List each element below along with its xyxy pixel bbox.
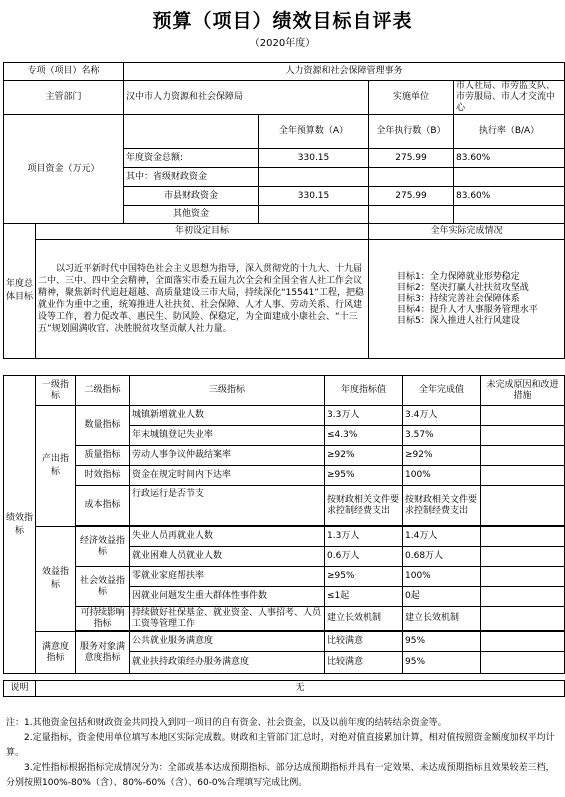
funds-row-rate: 83.60% [454, 187, 565, 206]
indicator-annual: 0.6万人 [325, 547, 403, 567]
funds-row-exec: 275.99 [369, 187, 454, 206]
indicator-name: 因就业问题发生重大群体性事件数 [130, 587, 325, 607]
indicator-reason [481, 486, 565, 526]
indicator-actual: 建立长效机制 [403, 607, 481, 631]
footnote-2: 2.定量指标，资金使用单位填写本地区实际完成数。财政和主管部门汇总时，对绝对值直接累加计算，相对值按照资金额度加权平均计算。 [6, 733, 555, 758]
indicator-annual: ≤1起 [325, 587, 403, 607]
indicators-section-label: 绩效指标 [4, 376, 36, 674]
funds-row-budget [259, 206, 369, 224]
indicator-name: 城镇新增就业人数 [130, 406, 325, 426]
form-title: 预算（项目）绩效目标自评表 [152, 10, 413, 32]
remark-table [3, 680, 565, 697]
project-info-table [3, 62, 565, 359]
indicator-name: 就业扶持政策经办服务满意度 [130, 652, 325, 674]
project-name-label: 专项（项目）名称 [4, 63, 124, 81]
header-level2: 二级指标 [76, 376, 130, 406]
footnote-3: 3.定性指标根据指标完成情况分为：全部或基本达成预期指标、部分达成预期指标并具有一定效果、未达成预期指标且效果较差三档，分别按照100%-80%（含）、80%-60%（含）、60-0%合理填写完成比例。 [6, 763, 555, 788]
indicator-name: 年末城镇登记失业率 [130, 426, 325, 446]
funds-col-exec: 全年执行数（B） [369, 115, 454, 149]
goals-actual-header: 全年实际完成情况 [369, 224, 565, 240]
indicator-annual: 建立长效机制 [325, 607, 403, 631]
indicator-reason [481, 587, 565, 607]
level2-label: 数量指标 [76, 406, 130, 446]
indicator-actual: 100% [403, 466, 481, 486]
form-subtitle: （2020年度） [249, 38, 316, 49]
indicator-annual: ≥92% [325, 446, 403, 466]
footnote-1: 注：1.其他资金包括和财政资金共同投入到同一项目的自有资金、社会资金，以及以前年度的结转结余资金等。 [6, 718, 447, 728]
indicator-annual: ≥95% [325, 567, 403, 587]
level2-label: 服务对象满意度指标 [76, 632, 130, 674]
goals-row-label: 年度总体目标 [4, 224, 36, 359]
goals-initial-text: 以习近平新时代中国特色社会主义思想为指导，深入贯彻党的十九大、十九届二中、三中、四中全会精神，全面落实市委五届九次全会和全国全省人社工作会议精神，聚焦新时代追赶超越、高质量建设三市大局，持续深化“15541”工程，把稳就业作为重中之重，统筹推进人社扶贫、社会保障、人才人事、劳动关系、行风建设等工作，着力促改革、惠民生、防风险、保稳定，为全面建成小康社会、“十三五”规划圆满收官、决胜脱贫攻坚贡献人社力量。 [36, 240, 369, 359]
indicator-actual: 100% [403, 567, 481, 587]
indicator-actual: 按财政相关文件要求控制经费支出 [403, 486, 481, 526]
indicator-name: 劳动人事争议仲裁结案率 [130, 446, 325, 466]
indicator-actual: 95% [403, 652, 481, 674]
indicator-annual: ≥95% [325, 466, 403, 486]
funds-row-exec [369, 206, 454, 224]
header-annual: 年度指标值 [325, 376, 403, 406]
indicator-annual: 3.3万人 [325, 406, 403, 426]
remark-value: 无 [36, 681, 565, 697]
funds-row-rate [454, 168, 565, 187]
funds-row-label: 项目资金（万元） [4, 115, 124, 224]
indicator-actual: 0.68万人 [403, 547, 481, 567]
funds-col-rate: 执行率（B/A） [454, 115, 565, 149]
remark-label: 说明 [4, 681, 36, 697]
funds-row-rate: 83.60% [454, 149, 565, 168]
goal-item: 目标2：坚决打赢人社扶贫攻坚战 [397, 282, 529, 293]
indicator-name: 公共就业服务满意度 [130, 632, 325, 652]
indicator-annual: ≤4.3% [325, 426, 403, 446]
indicator-reason [481, 406, 565, 426]
funds-row-exec [369, 168, 454, 187]
funds-row-name: 其他资金 [124, 206, 259, 224]
indicator-actual: 3.57% [403, 426, 481, 446]
header-level1: 一级指标 [36, 376, 76, 406]
header-actual: 全年完成值 [403, 376, 481, 406]
indicator-actual: 3.4万人 [403, 406, 481, 426]
level2-label: 质量指标 [76, 446, 130, 466]
indicator-reason [481, 567, 565, 587]
footnotes [6, 716, 561, 791]
goal-item: 目标1：全力保障就业形势稳定 [397, 271, 520, 282]
unit-value: 市人社局、市劳监支队、市劳服局、市人才交流中心 [454, 81, 565, 115]
level2-label: 时效指标 [76, 466, 130, 486]
funds-row-name: 年度资金总额: [124, 149, 259, 168]
dept-value: 汉中市人力资源和社会保障局 [124, 81, 369, 115]
indicator-annual: 1.3万人 [325, 527, 403, 547]
goal-item: 目标3：持续完善社会保障体系 [397, 293, 520, 304]
indicator-name: 资金在规定时间内下达率 [130, 466, 325, 486]
indicator-reason [481, 607, 565, 631]
level1-benefit: 效益指标 [36, 527, 76, 632]
indicator-name: 零就业家庭帮扶率 [130, 567, 325, 587]
indicator-reason [481, 632, 565, 652]
funds-blank-header [124, 115, 259, 149]
indicator-reason [481, 652, 565, 674]
indicator-name: 失业人员再就业人数 [130, 527, 325, 547]
indicator-actual: ≥92% [403, 446, 481, 466]
funds-row-name: 其中：省级财政资金 [124, 168, 259, 187]
indicator-name: 就业困难人员就业人数 [130, 547, 325, 567]
indicator-annual: 比较满意 [325, 632, 403, 652]
funds-row-name: 市县财政资金 [124, 187, 259, 206]
goal-item: 目标5：深入推进人社行风建设 [397, 315, 520, 326]
indicator-name: 持续做好社保基金、就业资金、人事招考、人员工资等管理工作 [130, 607, 325, 631]
funds-col-budget: 全年预算数（A） [259, 115, 369, 149]
indicator-reason [481, 547, 565, 567]
indicator-annual: 按财政相关文件要求控制经费支出 [325, 486, 403, 526]
project-name-value: 人力资源和社会保障管理事务 [124, 63, 565, 81]
funds-row-budget [259, 168, 369, 187]
indicators-table [3, 375, 565, 674]
goal-item: 目标4：提升人才人事服务管理水平 [397, 304, 538, 315]
indicator-reason [481, 466, 565, 486]
header-level3: 三级指标 [130, 376, 325, 406]
level2-label: 经济效益指标 [76, 527, 130, 567]
goals-actual-list [369, 240, 565, 359]
level2-label: 可持续影响指标 [76, 607, 130, 631]
indicator-reason [481, 426, 565, 446]
level1-satisfaction: 满意度指标 [36, 632, 76, 674]
indicator-reason [481, 446, 565, 466]
funds-row-exec: 275.99 [369, 149, 454, 168]
indicator-name: 行政运行是否节支 [130, 486, 325, 526]
funds-row-budget: 330.15 [259, 187, 369, 206]
header-reason: 未完成原因和改进措施 [481, 376, 565, 406]
indicator-actual: 95% [403, 632, 481, 652]
dept-label: 主管部门 [4, 81, 124, 115]
level2-label: 社会效益指标 [76, 567, 130, 607]
indicator-annual: 比较满意 [325, 652, 403, 674]
funds-row-budget: 330.15 [259, 149, 369, 168]
funds-row-rate [454, 206, 565, 224]
goals-initial-header: 年初设定目标 [36, 224, 369, 240]
indicator-actual: 0起 [403, 587, 481, 607]
indicator-actual: 1.4万人 [403, 527, 481, 547]
level2-label: 成本指标 [76, 486, 130, 526]
level1-output: 产出指标 [36, 406, 76, 527]
unit-label: 实施单位 [369, 81, 454, 115]
indicator-reason [481, 527, 565, 547]
